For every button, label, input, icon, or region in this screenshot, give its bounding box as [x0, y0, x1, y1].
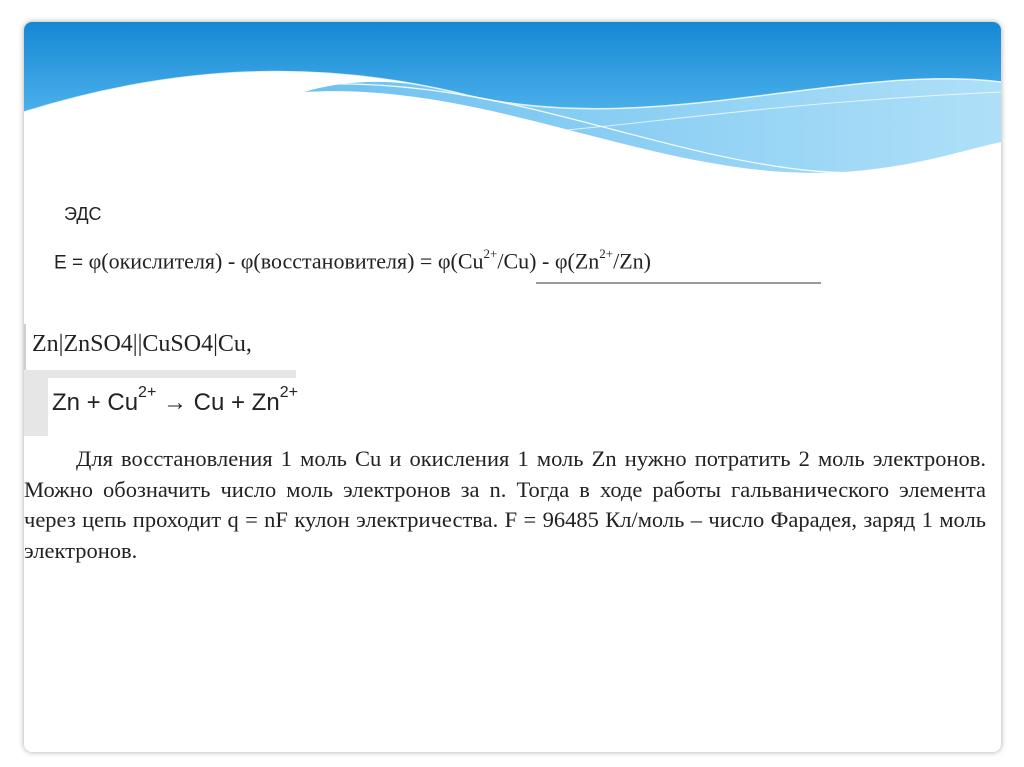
paragraph-text: Для восстановления 1 моль Cu и окисления 1 моль Zn нужно потратить 2 моль электронов. Можно обозначить число моль электронов за n. Тогда в ходе работы гальванического элемента через цепь проходит q = nF кулон электричества. F = 96485 Кл/моль – число Фарадея, заряд 1 моль электронов. — [24, 446, 986, 563]
eds-label: ЭДС — [64, 204, 102, 224]
formula-sup-1: 2+ — [483, 246, 498, 261]
formula-part-1: φ(окислителя) - φ(восстановителя) = — [88, 248, 433, 274]
reaction-arrow-icon: → — [162, 389, 187, 416]
formula-sup-2: 2+ — [599, 246, 614, 261]
formula-underline — [536, 282, 821, 284]
formula-part-4: /Zn) — [613, 248, 652, 274]
formula-part-2: φ(Cu — [437, 248, 484, 274]
redox-reaction — [52, 384, 298, 417]
reaction-rhs: Cu + Zn — [193, 389, 280, 416]
slide — [24, 22, 1001, 752]
reaction-rhs-charge: 2+ — [279, 384, 298, 401]
emf-formula — [54, 248, 651, 274]
emf-symbol: E = — [54, 252, 84, 274]
galvanic-cell-scheme: Zn|ZnSO4||CuSO4|Cu, — [32, 331, 252, 357]
reaction-lhs: Zn + Cu — [52, 389, 139, 416]
explanation-paragraph — [24, 444, 986, 566]
reaction-lhs-charge: 2+ — [138, 384, 157, 401]
wave-banner — [24, 22, 1001, 202]
formula-part-3: /Cu) - φ(Zn — [497, 248, 600, 274]
